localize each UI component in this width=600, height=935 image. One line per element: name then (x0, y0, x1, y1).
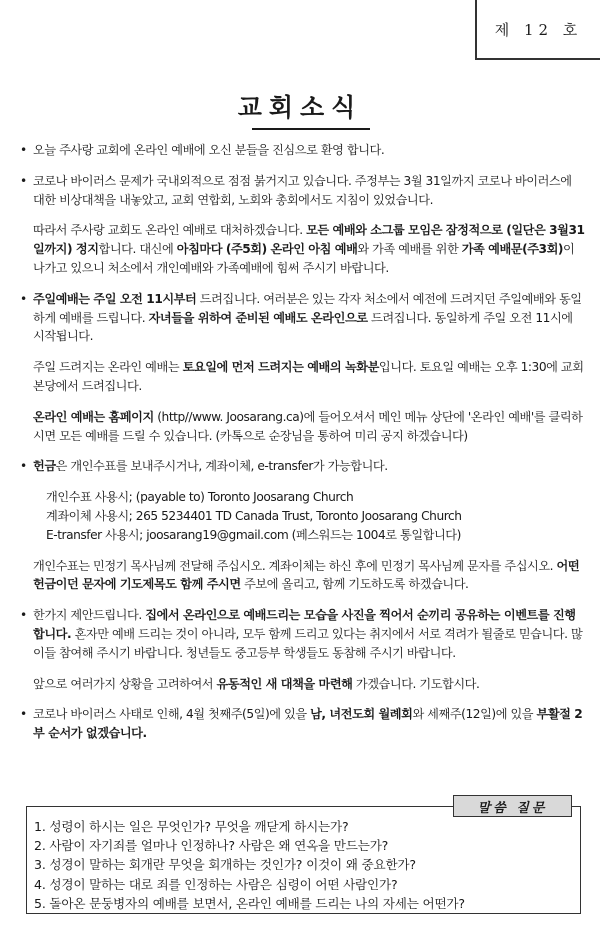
body-text: 앞으로 여러가지 상황을 고려하여서 (33, 676, 217, 691)
emphasis-text: 자녀들을 위하여 준비된 예배도 온라인으로 (148, 310, 368, 325)
emphasis-text: 온라인 예배는 홈페이지 (33, 409, 154, 424)
paragraph-gap (20, 693, 586, 705)
page-title: 교회소식 (237, 93, 363, 122)
emphasis-text: 남, 녀전도회 월례회 (310, 707, 413, 722)
bullet-paragraph (20, 141, 586, 160)
body-text: 코로나 바이러스 사태로 인해, 4월 첫째주(5일)에 있을 (33, 707, 311, 722)
paragraph-gap (20, 278, 586, 290)
emphasis-text: 어떤 헌금이던 문자에 기도제목도 함께 주시면 (33, 558, 580, 592)
issue-number: 제 12 호 (475, 0, 600, 60)
title-underline (252, 128, 370, 130)
paragraph-gap (20, 209, 586, 221)
body-text: 입니다. 토요일 예배는 오후 1:30에 교회 본당에서 드려집니다. (33, 360, 584, 393)
paragraph-gap (20, 445, 586, 457)
body-text: 따라서 주사랑 교회도 온라인 예배로 대처하겠습니다. (33, 223, 307, 238)
emphasis-text: 헌금 (33, 459, 56, 474)
emphasis-text: 가족 예배문(주3회) (461, 242, 564, 257)
bullet-paragraph (20, 705, 586, 743)
emphasis-text: 부활절 2부 순서가 없겠습니다. (33, 707, 583, 741)
body-text: 혼자만 예배 드리는 것이 아니라, 모두 함께 드리고 있다는 취지에서 서로 격려가 될줄로 믿습니다. 많이들 참여해 주시기 바랍니다. 청년들도 중고등부 학생들도 동참해 주시기 바랍니다. (33, 626, 583, 660)
emphasis-text: 유동적인 새 대책을 마련해 (216, 676, 353, 691)
emphasis-text: 집에서 온라인으로 예배드리는 모습을 사진을 찍어서 순끼리 공유하는 이벤트를 진행합니다. (33, 608, 576, 641)
bullet-paragraph (20, 457, 586, 476)
emphasis-text: 아침마다 (주5회) 온라인 아침 예배 (176, 242, 358, 257)
indented-paragraph (20, 358, 586, 396)
question-item: 3. 성경이 말하는 회개란 무엇을 회개하는 것인가? 이것이 왜 중요한가? (34, 857, 416, 873)
indented-paragraph (20, 557, 586, 595)
bullet-paragraph (20, 290, 586, 346)
bullet-paragraph (20, 172, 586, 210)
body-text: 주일 드려지는 온라인 예배는 (33, 360, 183, 375)
body-text: 한가지 제안드립니다. (33, 608, 146, 623)
body-text: (http//www. Joosarang.ca)에 들어오셔서 메인 메뉴 상단에 '온라인 예배'를 클릭하시면 모든 예배를 드릴 수 있습니다. (카톡으로 순장님을 통하여 미리 공지 하겠습니다) (33, 409, 583, 443)
emphasis-text: 주일예배는 주일 오전 11시부터 (33, 291, 197, 306)
body-text: 와 가족 예배를 위한 (357, 242, 462, 257)
indented-paragraph (20, 488, 586, 544)
emphasis-text: 모든 예배와 소그룹 모임은 잠정적으로 (일단은 3월31일까지) 정지 (33, 223, 585, 257)
paragraph-gap (20, 545, 586, 557)
body-text: 은 개인수표를 보내주시거나, 계좌이체, e-transfer가 가능합니다. (55, 459, 388, 474)
indented-paragraph (20, 408, 586, 446)
paragraph-gap (20, 663, 586, 675)
payment-method-line: 개인수표 사용시; (payable to) Toronto Joosarang Church (46, 490, 354, 505)
indented-paragraph (20, 675, 586, 694)
body-text: 드려집니다. 여러분은 있는 각자 처소에서 예전에 드려지던 주일예배와 동일하게 예배를 드립니다. (33, 291, 582, 325)
body-text: 와 세째주(12일)에 있을 (412, 707, 537, 722)
question-box-tag: 말씀 질문 (453, 795, 572, 817)
emphasis-text: 토요일에 먼저 드려지는 예배의 녹화분 (182, 360, 379, 375)
payment-method-line: E-transfer 사용시; joosarang19@gmail.com (페스워드는 1004로 통일합니다) (46, 527, 461, 542)
body-text: 오늘 주사랑 교회에 온라인 예배에 오신 분들을 진심으로 환영 합니다. (33, 143, 385, 157)
question-item: 2. 사람이 자기죄를 얼마나 인정하나? 사람은 왜 연옥을 만드는가? (34, 838, 389, 854)
body-text: 드려집니다. 동일하게 주일 오전 11시에 시작됩니다. (33, 310, 573, 344)
paragraph-gap (20, 396, 586, 408)
question-box (26, 806, 581, 914)
body-text: 가겠습니다. 기도합시다. (352, 676, 480, 691)
body-text: 주보에 올리고, 함께 기도하도록 하겠습니다. (240, 577, 469, 592)
payment-method-line: 계좌이체 사용시; 265 5234401 TD Canada Trust, Toronto Joosarang Church (46, 508, 462, 523)
bullet-paragraph (20, 606, 586, 662)
question-item: 4. 성경이 말하는 대로 죄를 인정하는 사람은 심령이 어떤 사람인가? (34, 876, 398, 892)
paragraph-gap (20, 346, 586, 358)
body-text: 이 나가고 있으니 처소에서 개인예배와 가족예배에 힘써 주시기 바랍니다. (33, 242, 575, 275)
body-text: 합니다. 대신에 (98, 242, 177, 257)
indented-paragraph (20, 221, 586, 277)
body-text: 코로나 바이러스 문제가 국내외적으로 점점 붉거지고 있습니다. 주정부는 3월 31일까지 코로나 바이러스에 대한 비상대책을 내놓았고, 교회 연합회, 노회와 총회에서도 지침이 있었습니다. (33, 173, 572, 207)
paragraph-gap (20, 594, 586, 606)
paragraph-gap (20, 160, 586, 172)
body-text: 개인수표는 민정기 목사님께 전달해 주십시오. 계좌이체는 하신 후에 민정기 목사님께 문자를 주십시오. (33, 558, 557, 573)
paragraph-gap (20, 476, 586, 488)
question-item: 1. 성령이 하시는 일은 무엇인가? 무엇을 깨닫게 하시는가? (34, 819, 349, 834)
news-body (20, 141, 586, 743)
question-item: 5. 돌아온 문둥병자의 예배를 보면서, 온라인 예배를 드리는 나의 자세는 어떤가? (34, 895, 465, 911)
